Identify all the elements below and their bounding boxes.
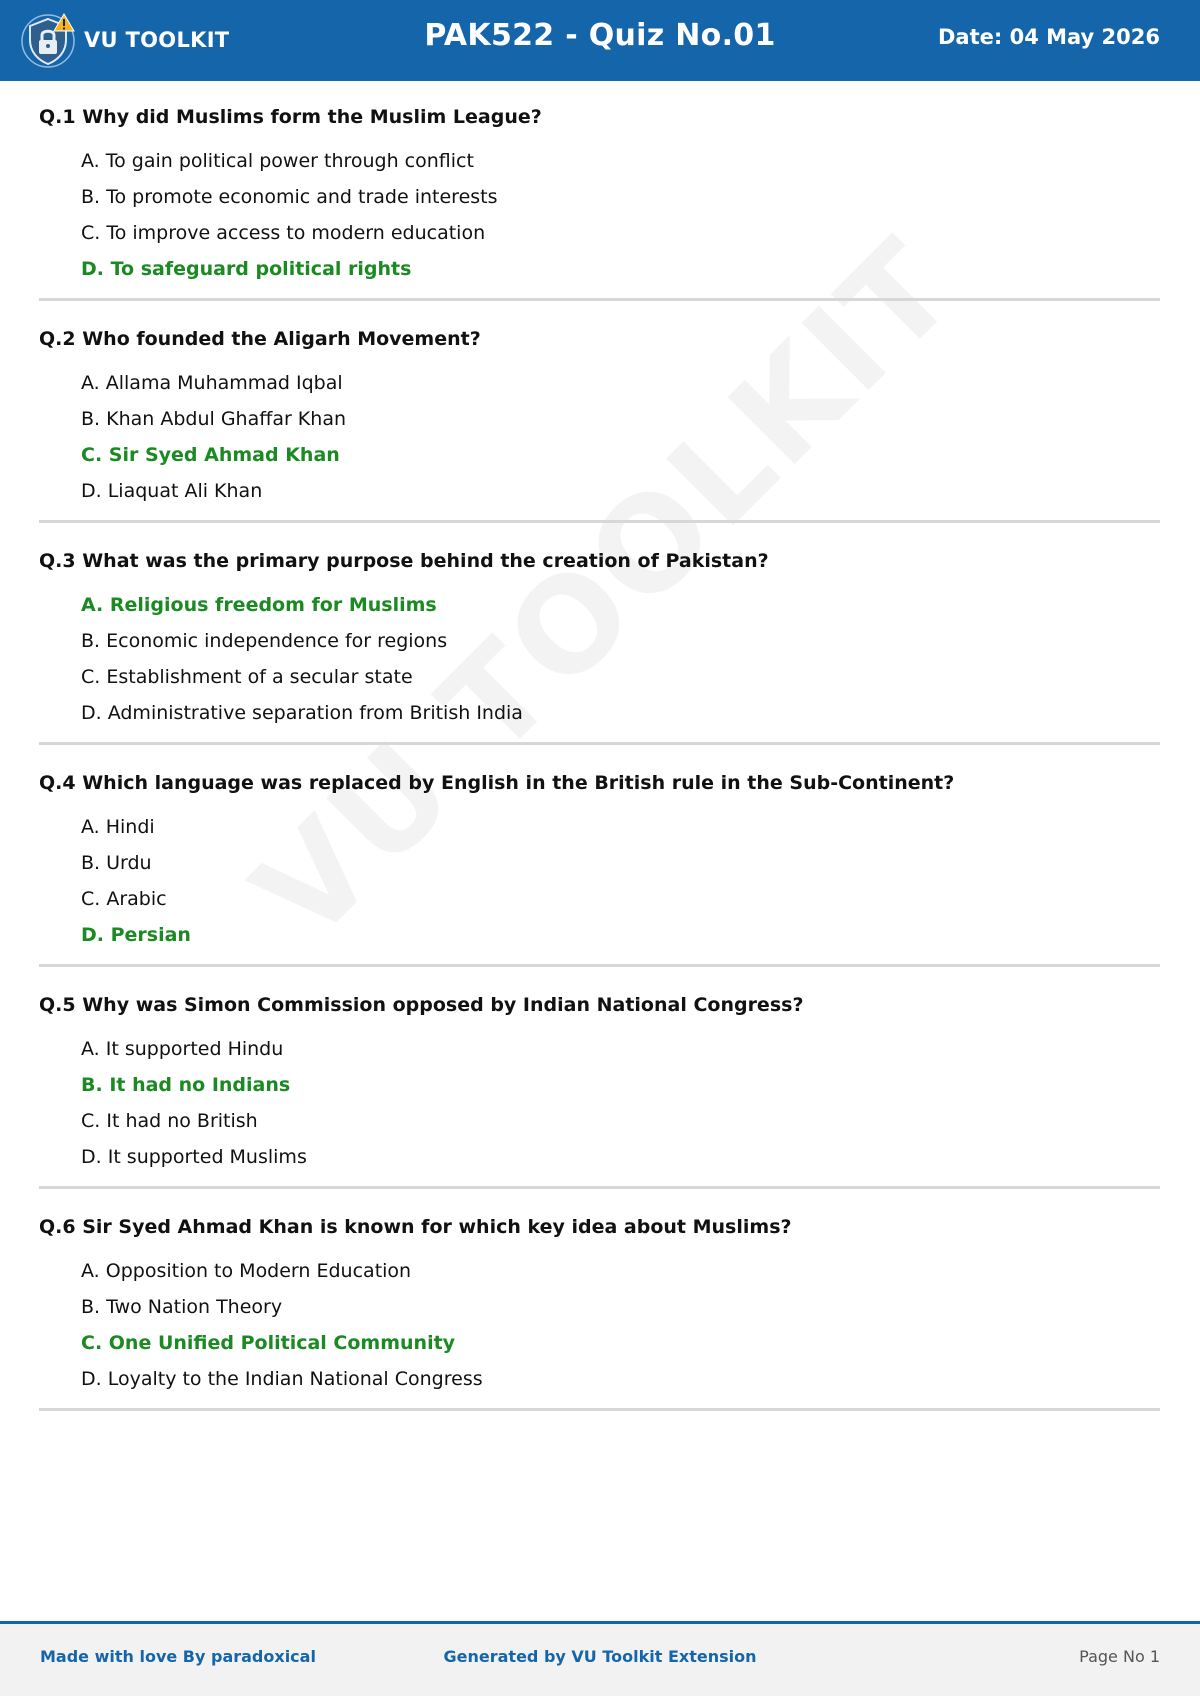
correct-answer-option: C. One Unified Political Community xyxy=(81,1332,456,1354)
answer-options xyxy=(81,371,1160,515)
answer-option: A. To gain political power through conflict xyxy=(81,150,474,172)
question-block xyxy=(39,96,1160,301)
question-text: Q.1 Why did Muslims form the Muslim League? xyxy=(39,106,542,128)
answer-option: D. Loyalty to the Indian National Congress xyxy=(81,1368,483,1390)
answer-option: D. Administrative separation from British India xyxy=(81,702,523,724)
footer-credit: Made with love By paradoxical xyxy=(40,1647,316,1666)
quiz-list xyxy=(39,96,1160,1411)
answer-options xyxy=(81,593,1160,737)
correct-answer-option: A. Religious freedom for Muslims xyxy=(81,594,437,616)
answer-options xyxy=(81,1259,1160,1403)
answer-option: B. Khan Abdul Ghaffar Khan xyxy=(81,408,346,430)
answer-options xyxy=(81,1037,1160,1181)
answer-option: C. Arabic xyxy=(81,888,167,910)
question-block xyxy=(39,984,1160,1189)
correct-answer-option: B. It had no Indians xyxy=(81,1074,291,1096)
answer-option: A. It supported Hindu xyxy=(81,1038,284,1060)
question-block xyxy=(39,540,1160,745)
answer-option: C. To improve access to modern education xyxy=(81,222,486,244)
page-title: PAK522 - Quiz No.01 xyxy=(424,18,776,53)
question-block xyxy=(39,1206,1160,1411)
question-text: Q.6 Sir Syed Ahmad Khan is known for which key idea about Muslims? xyxy=(39,1216,792,1238)
answer-option: C. Establishment of a secular state xyxy=(81,666,413,688)
quiz-date: Date: 04 May 2026 xyxy=(938,25,1160,49)
question-text: Q.2 Who founded the Aligarh Movement? xyxy=(39,328,481,350)
question-block xyxy=(39,318,1160,523)
brand-name: VU TOOLKIT xyxy=(84,28,230,52)
answer-option: A. Hindi xyxy=(81,816,155,838)
correct-answer-option: D. Persian xyxy=(81,924,191,946)
page-number: Page No 1 xyxy=(1079,1647,1160,1666)
answer-options xyxy=(81,149,1160,293)
footer-generator: Generated by VU Toolkit Extension xyxy=(443,1647,757,1666)
page-header xyxy=(0,0,1200,81)
answer-option: B. Economic independence for regions xyxy=(81,630,448,652)
answer-option: D. It supported Muslims xyxy=(81,1146,307,1168)
question-block xyxy=(39,762,1160,967)
question-text: Q.5 Why was Simon Commission opposed by Indian National Congress? xyxy=(39,994,804,1016)
answer-options xyxy=(81,815,1160,959)
correct-answer-option: D. To safeguard political rights xyxy=(81,258,412,280)
answer-option: D. Liaquat Ali Khan xyxy=(81,480,263,502)
answer-option: B. Urdu xyxy=(81,852,152,874)
answer-option: B. Two Nation Theory xyxy=(81,1296,283,1318)
question-text: Q.3 What was the primary purpose behind the creation of Pakistan? xyxy=(39,550,769,572)
page-footer xyxy=(0,1621,1200,1696)
question-text: Q.4 Which language was replaced by English in the British rule in the Sub-Continent? xyxy=(39,772,955,794)
correct-answer-option: C. Sir Syed Ahmad Khan xyxy=(81,444,340,466)
answer-option: A. Opposition to Modern Education xyxy=(81,1260,412,1282)
answer-option: B. To promote economic and trade interests xyxy=(81,186,498,208)
answer-option: C. It had no British xyxy=(81,1110,258,1132)
answer-option: A. Allama Muhammad Iqbal xyxy=(81,372,343,394)
